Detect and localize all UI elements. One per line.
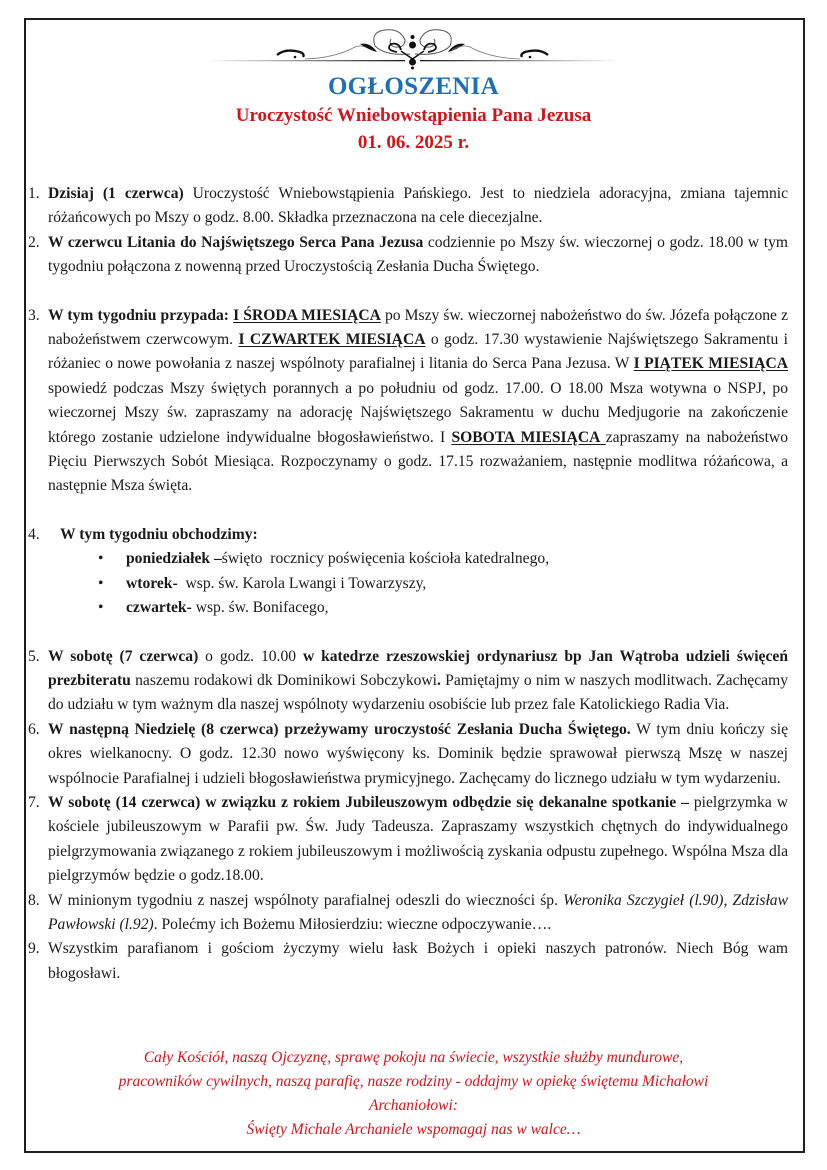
- item-number: 8.: [28, 891, 40, 909]
- announcement-item: [28, 231, 788, 280]
- emphasis-text: SOBOTA MIESIĄCA: [451, 428, 606, 446]
- body-text: W minionym tygodniu z naszej wspólnoty parafialnej odeszli do wieczności śp.: [48, 891, 564, 909]
- item-number: 3.: [28, 306, 40, 324]
- feast-list-item: [88, 572, 788, 596]
- feast-text: święto rocznicy poświęcenia kościoła katedralnego,: [221, 550, 550, 568]
- weekday-label: czwartek-: [126, 599, 192, 617]
- closing-line: Archaniołowi:: [369, 1097, 458, 1114]
- announcement-item: [28, 182, 788, 231]
- announcement-item: [28, 645, 788, 718]
- announcement-item: [28, 889, 789, 938]
- body-text: Wszystkim parafianom i gościom życzymy wielu łask Bożych i opieki naszych patronów. Niech Bóg wam błogosławi.: [48, 940, 788, 982]
- closing-line: Święty Michale Archaniele wspomagaj nas w walce…: [246, 1121, 581, 1138]
- emphasis-text: I ŚRODA MIESIĄCA: [233, 306, 381, 324]
- body-text: codziennie po Mszy św. wieczornej o godz. 18.00 w tym tygodniu połączona z nowenną przed Uroczystością Zesłania Ducha Świętego.: [48, 233, 788, 276]
- page-title: OGŁOSZENIA: [327, 73, 500, 100]
- announcements-list: [28, 182, 789, 986]
- announcement-item: [28, 791, 788, 889]
- item-number: 5.: [28, 647, 40, 665]
- emphasis-text: I PIĄTEK MIESIĄCA: [633, 355, 788, 373]
- weekday-label: wtorek-: [126, 574, 178, 592]
- page-subtitle: Uroczystość Wniebowstąpienia Pana Jezusa: [235, 105, 592, 126]
- flourish-divider-icon: [205, 22, 620, 70]
- emphasis-text: W sobotę (7 czerwca): [48, 647, 199, 665]
- section-heading: W tym tygodniu obchodzimy:: [60, 525, 258, 543]
- announcement-item: [28, 304, 788, 499]
- body-text: po Mszy św. wieczornej nabożeństwo do św. Józefa połączone z nabożeństwem czerwcowym.: [48, 306, 788, 349]
- announcement-item: [28, 937, 788, 986]
- feast-list-item: [88, 596, 788, 620]
- body-text: W tym dniu kończy się okres wielkanocny. O godz. 12.30 nowo wyświęcony ks. Dominik będzie sprawował pierwszą Mszę w naszej wspólnocie Parafialnej i udzieli błogosławieństwa prymicyjnego. Zachęcamy do licznego udziału w tym wydarzeniu.: [48, 720, 788, 787]
- item-number: 2.: [28, 233, 40, 251]
- bullet-icon: •: [98, 599, 104, 617]
- body-text: naszemu rodakowi dk Dominikowi Sobczykowi: [130, 671, 438, 689]
- body-text: o godz. 10.00: [198, 647, 303, 665]
- feast-text: wsp. św. Karola Lwangi i Towarzyszy,: [177, 574, 427, 592]
- closing-prayer: [24, 1046, 803, 1142]
- feast-text: wsp. św. Bonifacego,: [191, 599, 329, 617]
- emphasis-text: w katedrze rzeszowskiej ordynariusz bp Jan Wątroba udzieli święceń prezbiteratu: [48, 647, 788, 689]
- item-number: 6.: [28, 720, 40, 738]
- emphasis-text: W czerwcu Litania do Najświętszego Serca Pana Jezusa: [48, 233, 424, 251]
- item-number: 9.: [28, 940, 40, 958]
- announcement-item: [28, 718, 788, 791]
- emphasis-text: .: [437, 671, 441, 689]
- emphasis-text: W sobotę (14 czerwca) w związku z rokiem Jubileuszowym odbędzie się dekanalne spotkanie –: [48, 793, 689, 811]
- spacer: [32, 621, 788, 645]
- item-number: 4.: [28, 525, 40, 543]
- body-text: pielgrzymka w kościele jubileuszowym w Parafii pw. Św. Judy Tadeusza. Zapraszamy wszystkich chętnych do indywidualnego pielgrzymowania związanego z rokiem jubileuszowym i możliwością zyskania odpustu zupełnego. Wspólna Msza dla pielgrzymów będzie o godz.18.00.: [48, 793, 788, 885]
- emphasis-text: I CZWARTEK MIESIĄCA: [238, 331, 426, 349]
- page-date: 01. 06. 2025 r.: [357, 132, 470, 153]
- emphasis-text: W tym tygodniu przypada:: [48, 306, 229, 324]
- feast-list-item: [88, 547, 788, 571]
- item-number: 7.: [28, 793, 40, 811]
- announcement-item: [28, 523, 788, 621]
- bullet-icon: •: [98, 574, 104, 592]
- body-text: . Polećmy ich Bożemu Miłosierdziu: wieczne odpoczywanie….: [153, 915, 552, 933]
- emphasis-text: W następną Niedzielę (8 czerwca) przeżywamy uroczystość Zesłania Ducha Świętego.: [48, 720, 631, 738]
- name-text: Weronika Szczygieł (l.90), Zdzisław Pawłowski (l.92): [48, 891, 789, 933]
- body-text: Pamiętajmy o nim w naszych modlitwach. Zachęcamy do udziału w tym ważnym dla naszej wspólnoty wydarzeniu osobiście lub przez fale Katolickiego Radia Via.: [48, 671, 788, 714]
- closing-line: pracowników cywilnych, naszą parafię, nasze rodziny - oddajmy w opiekę świętemu Michałowi: [118, 1073, 709, 1090]
- item-number: 1.: [28, 185, 40, 202]
- closing-line: Cały Kościół, naszą Ojczyznę, sprawę pokoju na świecie, wszystkie służby mundurowe,: [143, 1049, 684, 1066]
- body-text: o godz. 17.30 wystawienie Najświętszego Sakramentu i różaniec o nowe powołania z naszej wspólnoty parafialnej i litania do Serca Pana Jezusa. W: [48, 331, 788, 373]
- weekday-label: poniedziałek –: [126, 550, 222, 568]
- body-text: zapraszamy na nabożeństwo Pięciu Pierwszych Sobót Miesiąca. Rozpoczynamy o godz. 17.15 rozważaniem, następnie modlitwa różańcowa, a następnie Msza święta.: [48, 428, 788, 495]
- emphasis-text: Dzisiaj (1 czerwca): [48, 185, 184, 202]
- spacer: [32, 280, 788, 304]
- bullet-icon: •: [98, 550, 104, 568]
- body-text: spowiedź podczas Mszy świętych porannych a po południu od godz. 17.00. O 18.00 Msza wotywna o NSPJ, po wieczornej Mszy św. zapraszamy na adorację Najświętszego Sakramentu w duchu Medjugorie na zakończenie którego zostanie udzielone indywidualne błogosławieństwo. I: [48, 379, 788, 446]
- spacer: [32, 499, 788, 523]
- body-text: Uroczystość Wniebowstąpienia Pańskiego. Jest to niedziela adoracyjna, zmiana tajemnic różańcowych po Mszy o godz. 8.00. Składka przeznaczona na cele diecezjalne.: [48, 185, 788, 227]
